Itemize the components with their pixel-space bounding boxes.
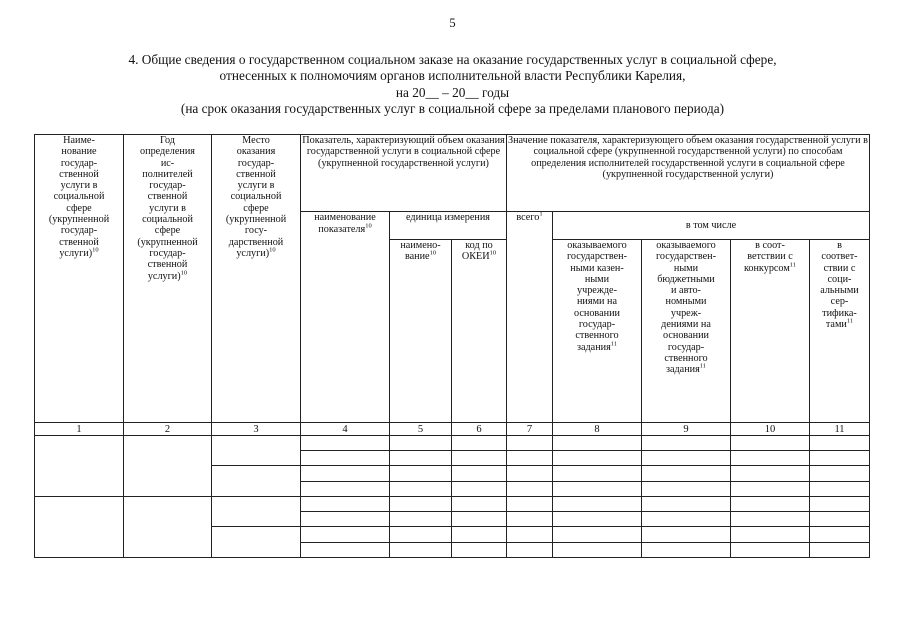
column-number: 1 xyxy=(35,423,124,435)
table-cell[interactable] xyxy=(810,496,870,511)
footnote-1: 1 xyxy=(539,211,543,219)
table-cell[interactable] xyxy=(731,496,810,511)
section-heading xyxy=(10,52,895,118)
table-cell[interactable] xyxy=(124,496,212,557)
table-cell[interactable] xyxy=(810,435,870,450)
header-service-place-text: Место оказания государ- ственной услуги в социальной сфере (укрупненной госу- дарственной услуги) xyxy=(225,135,287,259)
table-cell[interactable] xyxy=(810,466,870,481)
table-cell[interactable] xyxy=(731,542,810,557)
table-cell[interactable] xyxy=(212,527,301,558)
header-indicator-name-text: наименование показателя xyxy=(314,212,376,235)
header-budget-institutions xyxy=(642,239,731,422)
header-unit-okei xyxy=(452,239,507,422)
header-certificates-text: в соответ- ствии с соци- альными сер- тифика- тами xyxy=(820,239,859,331)
header-state-institutions xyxy=(553,239,642,422)
table-cell[interactable] xyxy=(642,496,731,511)
header-determination-year xyxy=(124,135,212,423)
header-service-name xyxy=(35,135,124,423)
column-number: 8 xyxy=(553,423,642,435)
table-cell[interactable] xyxy=(301,527,390,542)
table-cell[interactable] xyxy=(301,435,390,450)
table-cell[interactable] xyxy=(642,435,731,450)
table-cell[interactable] xyxy=(452,435,507,450)
table-cell[interactable] xyxy=(507,496,553,511)
table-cell[interactable] xyxy=(390,435,452,450)
table-cell[interactable] xyxy=(731,435,810,450)
column-number: 2 xyxy=(124,423,212,435)
table-cell[interactable] xyxy=(810,542,870,557)
table-cell[interactable] xyxy=(212,435,301,466)
table-cell[interactable] xyxy=(642,512,731,527)
footnote-11: 11 xyxy=(699,362,707,370)
table-cell[interactable] xyxy=(212,496,301,527)
table-cell[interactable] xyxy=(390,481,452,496)
header-state-institutions-text: оказываемого государствен- ными казен- ными учрежде- ниями на основании государ- ственного задания xyxy=(567,239,627,353)
table-cell[interactable] xyxy=(452,512,507,527)
footnote-10: 10 xyxy=(365,222,372,230)
column-number: 6 xyxy=(452,423,507,435)
table-cell[interactable] xyxy=(553,512,642,527)
table-cell[interactable] xyxy=(810,527,870,542)
table-cell[interactable] xyxy=(452,466,507,481)
table-cell[interactable] xyxy=(507,527,553,542)
table-cell[interactable] xyxy=(731,481,810,496)
table-cell[interactable] xyxy=(301,512,390,527)
table-cell[interactable] xyxy=(553,527,642,542)
table-cell[interactable] xyxy=(390,466,452,481)
table-cell[interactable] xyxy=(810,481,870,496)
heading-line-2: отнесенных к полномочиям органов исполнительной власти Республики Карелия, xyxy=(219,68,686,84)
table-cell[interactable] xyxy=(301,481,390,496)
table-cell[interactable] xyxy=(35,435,124,496)
footnote-11: 11 xyxy=(789,261,797,269)
table-cell[interactable] xyxy=(731,450,810,465)
page-number: 5 xyxy=(449,16,456,30)
table-cell[interactable] xyxy=(642,450,731,465)
footnote-11: 11 xyxy=(846,317,854,325)
header-including: в том числе xyxy=(553,212,870,240)
table-cell[interactable] xyxy=(507,481,553,496)
column-number: 3 xyxy=(212,423,301,435)
heading-line-1: 4. Общие сведения о государственном социальном заказе на оказание государственных услуг в социальной сфере, xyxy=(128,52,777,67)
header-budget-institutions-text: оказываемого государствен- ными бюджетными и авто- номными учреж- дениями на основании государ- ственного задания xyxy=(656,239,716,376)
column-number: 9 xyxy=(642,423,731,435)
header-total-text: всего xyxy=(516,212,540,224)
header-determination-year-text: Год определения ис- полнителей государ- ственной услуги в социальной сфере (укрупненной государ- ственной услуги) xyxy=(137,135,198,282)
table-cell[interactable] xyxy=(810,512,870,527)
table-cell[interactable] xyxy=(301,466,390,481)
table-cell[interactable] xyxy=(507,542,553,557)
table-cell[interactable] xyxy=(301,450,390,465)
table-cell[interactable] xyxy=(35,496,124,557)
table-cell[interactable] xyxy=(507,466,553,481)
header-service-place xyxy=(212,135,301,423)
column-number: 7 xyxy=(507,423,553,435)
header-competition-text: в соот- ветствии с конкурсом xyxy=(743,239,793,274)
footnote-10: 10 xyxy=(429,249,437,257)
table-cell[interactable] xyxy=(390,496,452,511)
footnote-11: 11 xyxy=(610,340,618,348)
column-number: 4 xyxy=(301,423,390,435)
footnote-10: 10 xyxy=(92,246,99,254)
header-unit-okei-text: код по ОКЕИ xyxy=(461,239,493,263)
column-number: 5 xyxy=(390,423,452,435)
footnote-10: 10 xyxy=(180,269,188,277)
table-cell[interactable] xyxy=(301,496,390,511)
table-cell[interactable] xyxy=(553,450,642,465)
header-unit-name-text: наимено- вание xyxy=(400,239,441,263)
table-cell[interactable] xyxy=(452,450,507,465)
table-cell[interactable] xyxy=(642,481,731,496)
table-cell[interactable] xyxy=(731,527,810,542)
table-cell[interactable] xyxy=(452,542,507,557)
header-certificates xyxy=(810,239,870,422)
table-cell[interactable] xyxy=(390,512,452,527)
header-total xyxy=(507,212,553,423)
table-cell[interactable] xyxy=(731,466,810,481)
header-value-group: Значение показателя, характеризующего объем оказания государственной услуги в социальной сфере (укрупненной государственной услуги) по способам определения исполнителей государственной услуги в социальной сфере (укрупненной государственной услуги) xyxy=(507,135,870,212)
table-cell[interactable] xyxy=(452,527,507,542)
table-cell[interactable] xyxy=(731,512,810,527)
table-cell[interactable] xyxy=(642,466,731,481)
heading-line-3: на 20__ – 20__ годы xyxy=(395,84,510,100)
table-cell[interactable] xyxy=(390,527,452,542)
header-service-name-text: Наиме- нование государ- ственной услуги в социальной сфере (укрупненной государ- ственной услуги) xyxy=(48,135,110,259)
header-unit-name xyxy=(390,239,452,422)
table-cell[interactable] xyxy=(553,466,642,481)
heading-line-4: (на срок оказания государственных услуг в социальной сфере за пределами планового периода) xyxy=(180,101,725,117)
footnote-10: 10 xyxy=(489,249,497,257)
table-cell[interactable] xyxy=(452,481,507,496)
table-cell[interactable] xyxy=(301,542,390,557)
header-unit: единица измерения xyxy=(390,212,507,240)
table-cell[interactable] xyxy=(390,542,452,557)
table-cell[interactable] xyxy=(507,435,553,450)
footnote-10: 10 xyxy=(269,246,276,254)
table-cell[interactable] xyxy=(212,466,301,497)
header-competition xyxy=(731,239,810,422)
header-indicator-name xyxy=(301,212,390,423)
header-indicator-group: Показатель, характеризующий объем оказания государственной услуги в социальной сфере (укрупненной государственной услуги) xyxy=(301,135,507,212)
table-cell[interactable] xyxy=(507,450,553,465)
table-cell[interactable] xyxy=(553,481,642,496)
table-cell[interactable] xyxy=(642,527,731,542)
table-cell[interactable] xyxy=(642,542,731,557)
table-cell[interactable] xyxy=(553,496,642,511)
table-cell[interactable] xyxy=(452,496,507,511)
table-cell[interactable] xyxy=(553,435,642,450)
table-cell[interactable] xyxy=(390,450,452,465)
table-cell[interactable] xyxy=(553,542,642,557)
social-order-table xyxy=(34,134,870,558)
column-number: 10 xyxy=(731,423,810,435)
table-cell[interactable] xyxy=(507,512,553,527)
table-cell[interactable] xyxy=(810,450,870,465)
column-number: 11 xyxy=(810,423,870,435)
table-cell[interactable] xyxy=(124,435,212,496)
